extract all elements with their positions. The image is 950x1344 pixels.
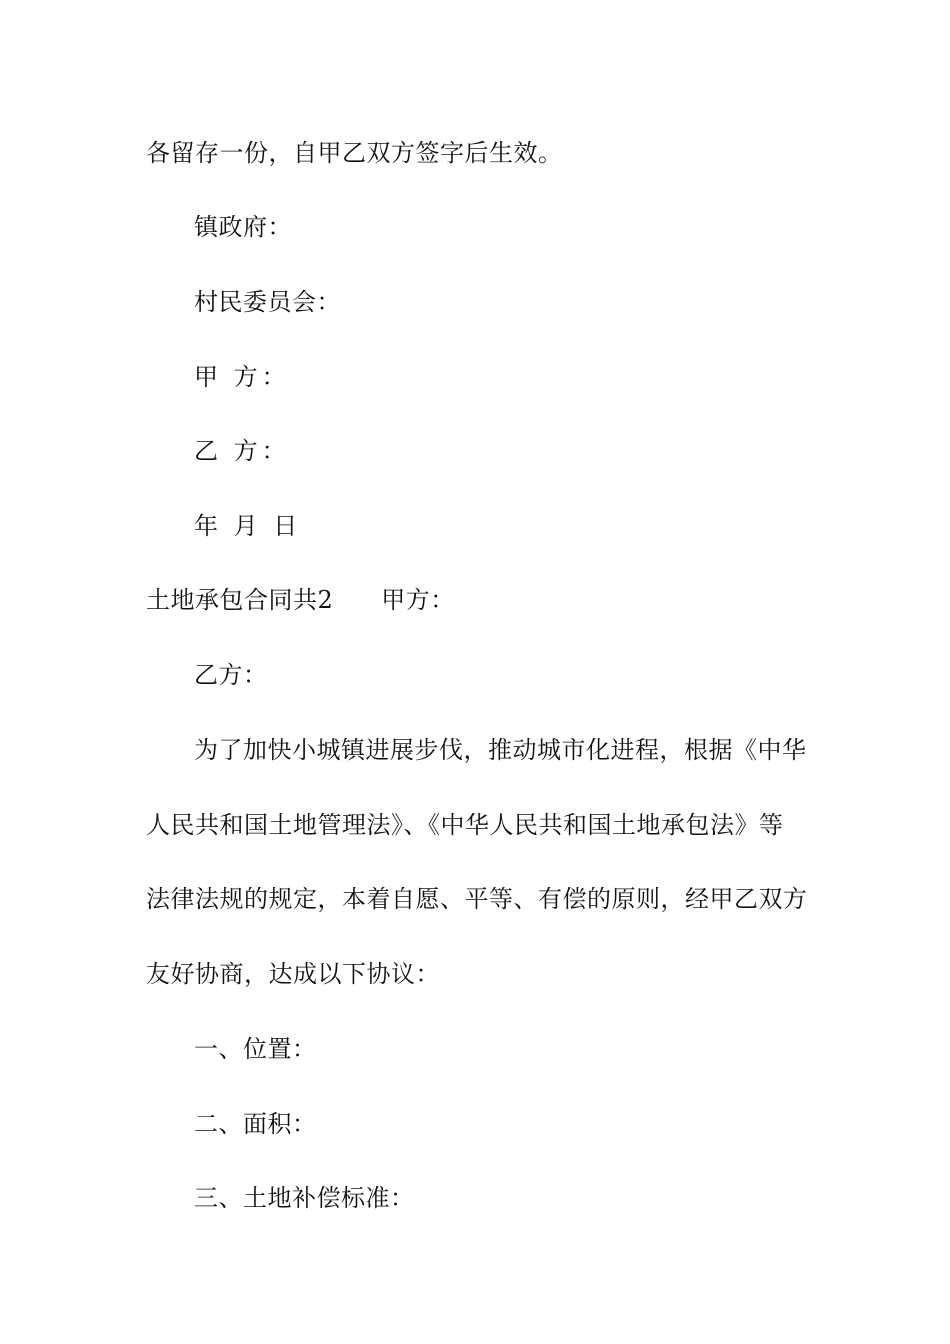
clause-location: 一、位置： <box>194 1035 317 1063</box>
clause-compensation: 三、土地补偿标准： <box>194 1184 415 1212</box>
party-a-heading: 甲方： <box>381 586 455 614</box>
text-line: 各留存一份，自甲乙双方签字后生效。 <box>146 139 563 167</box>
party-b-heading: 乙方： <box>194 661 268 689</box>
town-government-label: 镇政府： <box>194 213 292 241</box>
paragraph-line: 友好协商，达成以下协议： <box>146 960 440 988</box>
village-committee-label: 村民委员会： <box>194 288 341 316</box>
contract-title: 土地承包合同共2 <box>146 586 334 614</box>
party-b-label: 乙 方： <box>194 437 290 465</box>
date-label: 年 月 日 <box>194 512 302 540</box>
party-a-label: 甲 方： <box>194 363 290 391</box>
paragraph-line: 法律法规的规定，本着自愿、平等、有偿的原则，经甲乙双方 <box>146 885 808 913</box>
paragraph-line: 为了加快小城镇进展步伐，推动城市化进程，根据《中华 <box>194 736 807 764</box>
paragraph-line: 人民共和国土地管理法》、《中华人民共和国土地承包法》等 <box>146 811 784 839</box>
clause-area: 二、面积： <box>194 1110 317 1138</box>
contract-heading-line <box>146 585 816 615</box>
